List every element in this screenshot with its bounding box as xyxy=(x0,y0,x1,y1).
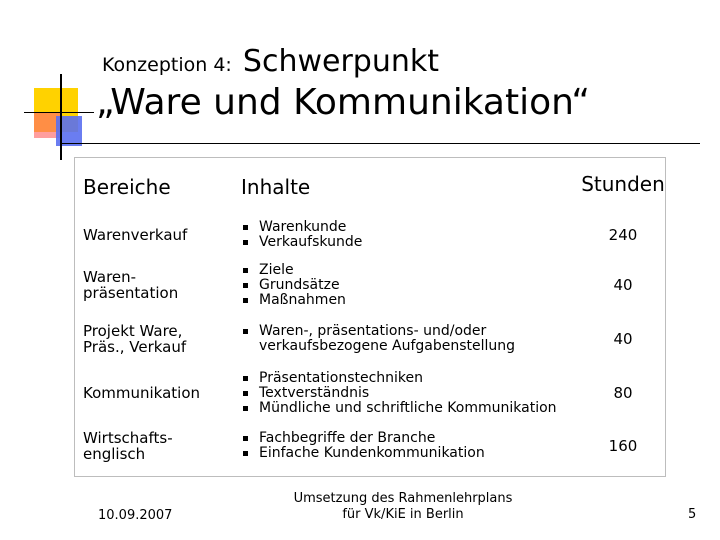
header-bereiche: Bereiche xyxy=(83,175,171,199)
inhalte-list xyxy=(241,371,557,416)
table-header-row xyxy=(75,166,665,208)
table-row xyxy=(75,258,665,312)
inhalte-list xyxy=(241,324,515,354)
header-stunden: Stunden xyxy=(581,172,665,196)
list-item: Ziele xyxy=(241,263,346,278)
decor-vertical-line xyxy=(60,74,62,160)
title-underline xyxy=(60,143,700,144)
title-main: Schwerpunkt xyxy=(242,44,440,79)
bereich-label: Waren- präsentation xyxy=(83,268,179,302)
inhalte-cell xyxy=(241,214,581,256)
list-item: Verkaufskunde xyxy=(241,235,362,250)
table-row xyxy=(75,366,665,420)
inhalte-cell xyxy=(241,422,581,470)
title-prefix: Konzeption 4: xyxy=(102,54,232,76)
stunden-cell: 240 xyxy=(608,226,638,244)
inhalte-list xyxy=(241,431,485,461)
table-row xyxy=(75,422,665,470)
list-item: Waren-, präsentations- und/oder verkaufsbezogene Aufgabenstellung xyxy=(241,324,515,354)
inhalte-cell xyxy=(241,366,581,420)
slide-title-line2: „Ware und Kommunikation“ xyxy=(96,82,590,123)
list-item: Fachbegriffe der Branche xyxy=(241,431,485,446)
list-item: Grundsätze xyxy=(241,278,346,293)
inhalte-list xyxy=(241,220,362,250)
slide-title-line1 xyxy=(102,44,439,79)
bereich-cell: Kommunikation xyxy=(83,384,201,402)
bereich-label: Projekt Ware, Präs., Verkauf xyxy=(83,322,187,356)
list-item: Einfache Kundenkommunikation xyxy=(241,446,485,461)
stunden-cell: 40 xyxy=(613,276,633,294)
bereich-label: Wirtschafts- englisch xyxy=(83,429,173,463)
table-row xyxy=(75,214,665,256)
stunden-cell: 80 xyxy=(613,384,633,402)
stunden-cell: 160 xyxy=(608,437,638,455)
bereich-cell xyxy=(83,258,233,312)
list-item: Textverständnis xyxy=(241,386,557,401)
page-number: 5 xyxy=(688,507,697,522)
list-item: Mündliche und schriftliche Kommunikation xyxy=(241,401,557,416)
header-inhalte: Inhalte xyxy=(241,175,311,199)
content-table xyxy=(74,157,666,477)
inhalte-list xyxy=(241,263,346,308)
inhalte-cell xyxy=(241,316,581,362)
footer-date: 10.09.2007 xyxy=(98,508,173,523)
bereich-cell xyxy=(83,422,233,470)
list-item: Präsentationstechniken xyxy=(241,371,557,386)
stunden-cell: 40 xyxy=(613,330,633,348)
list-item: Maßnahmen xyxy=(241,293,346,308)
bereich-cell: Warenverkauf xyxy=(83,226,188,244)
list-item: Warenkunde xyxy=(241,220,362,235)
bereich-cell xyxy=(83,316,233,362)
decor-short-line xyxy=(24,112,94,113)
table-row xyxy=(75,316,665,362)
footer-center: Umsetzung des Rahmenlehrplans für Vk/KiE in Berlin xyxy=(293,491,513,522)
inhalte-cell xyxy=(241,258,581,312)
